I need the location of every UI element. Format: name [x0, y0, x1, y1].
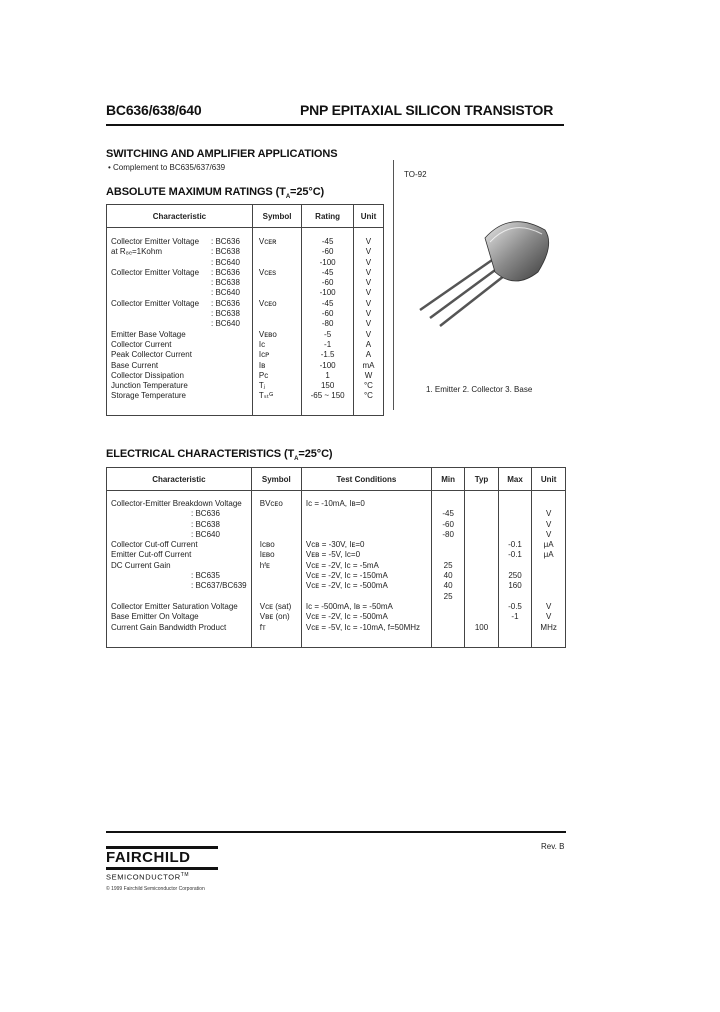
col-unit: Unit: [353, 205, 383, 228]
col-typ: Typ: [465, 468, 498, 491]
elec-heading: ELECTRICAL CHARACTERISTICS $(T_A=25^\circ C)$: [106, 448, 333, 463]
elec-typ-column: 100: [474, 622, 489, 632]
copyright: © 1999 Fairchild Semiconductor Corporation: [106, 886, 205, 892]
abs-max-table: [106, 204, 384, 416]
col-max: Max: [498, 468, 532, 491]
col-min: Min: [431, 468, 464, 491]
abs-max-heading: ABSOLUTE MAXIMUM RATINGS $(T_A=25^\circ C)$: [106, 186, 325, 201]
header-rule: [106, 124, 564, 126]
elec-symbol-column: BVᴄᴇᴏ Iᴄʙᴏ Iᴇʙᴏ hᶠᴇ Vᴄᴇ (sat) Vʙᴇ (on) fᴛ: [259, 499, 292, 632]
applications-heading: SWITCHING AND AMPLIFIER APPLICATIONS: [106, 148, 338, 160]
applications-bullet: • Complement to BC635/637/639: [108, 163, 226, 172]
col-test-conditions: Test Conditions: [301, 468, 431, 491]
revision: Rev. B: [541, 842, 565, 851]
logo-subtitle: SEMICONDUCTOR™: [106, 872, 190, 882]
col-characteristic: Characteristic: [107, 468, 252, 491]
elec-unit-column: V V V μA μA V V MHz: [540, 509, 557, 632]
footer-rule: [106, 831, 566, 833]
col-characteristic: Characteristic: [107, 205, 253, 228]
document-title: PNP EPITAXIAL SILICON TRANSISTOR: [300, 102, 554, 118]
to92-package-image: [410, 210, 560, 330]
col-rating: Rating: [302, 205, 354, 228]
package-divider: [393, 160, 394, 410]
elec-max-column: -0.1 -0.1 250 160 -0.5 -1: [508, 540, 522, 622]
package-name: TO-92: [404, 170, 427, 179]
elec-characteristic-column: Collector-Emitter Breakdown Voltage : BC636 : BC638 : BC640 Collector Cut-off Current Emitter Cut-off Current DC Current Gain : BC635 : BC637/BC639 Collector Emitter Saturation Voltage Base Emitter On Voltage Current Gain Bandwidth Product: [111, 499, 247, 632]
elec-min-column: -45 -60 -80 25 40 40 25: [442, 509, 454, 601]
abs-rating-column: -45 -60 -100 -45 -60 -100 -45 -60 -80 -5 -1 -1.5 -100 1 150 -65 ~ 150: [310, 237, 345, 401]
package-pinout: 1. Emitter 2. Collector 3. Base: [426, 385, 533, 394]
elec-conditions-column: Iᴄ = -10mA, Iʙ=0 Vᴄʙ = -30V, Iᴇ=0 Vᴇʙ = -5V, Iᴄ=0 Vᴄᴇ = -2V, Iᴄ = -5mA Vᴄᴇ = -2V, Iᴄ = -150mA Vᴄᴇ = -2V, Iᴄ = -500mA Iᴄ = -500mA, Iʙ = -50mA Vᴄᴇ = -2V, Iᴄ = -500mA Vᴄᴇ = -5V, Iᴄ = -10mA, f=50MHz: [305, 499, 421, 632]
col-symbol: Symbol: [251, 468, 301, 491]
col-unit: Unit: [532, 468, 566, 491]
abs-characteristic-column: Collector Emitter Voltage at R₈ₑ=1Kohm Collector Emitter Voltage Collector Emitter Voltage Emitter Base Voltage Collector Current Peak Collector Current Base Current Collector Dissipation Junction Temperature Storage Temperature: [111, 237, 200, 401]
fairchild-logo: [106, 846, 218, 882]
abs-symbol-column: Vᴄᴇʀ Vᴄᴇs Vᴄᴇᴏ Vᴇʙᴏ Iᴄ Iᴄᴘ Iʙ Pᴄ Tⱼ Tₛₜᴳ: [258, 237, 277, 401]
elec-table: [106, 467, 566, 648]
col-symbol: Symbol: [252, 205, 301, 228]
logo-brand: FAIRCHILD: [106, 849, 191, 866]
part-number: BC636/638/640: [106, 102, 202, 118]
abs-variant-column: : BC636 : BC638 : BC640 : BC636 : BC638 : BC640 : BC636 : BC638 : BC640: [211, 237, 240, 329]
abs-unit-column: V V V V V V V V V V A A mA W °C °C: [362, 237, 375, 401]
